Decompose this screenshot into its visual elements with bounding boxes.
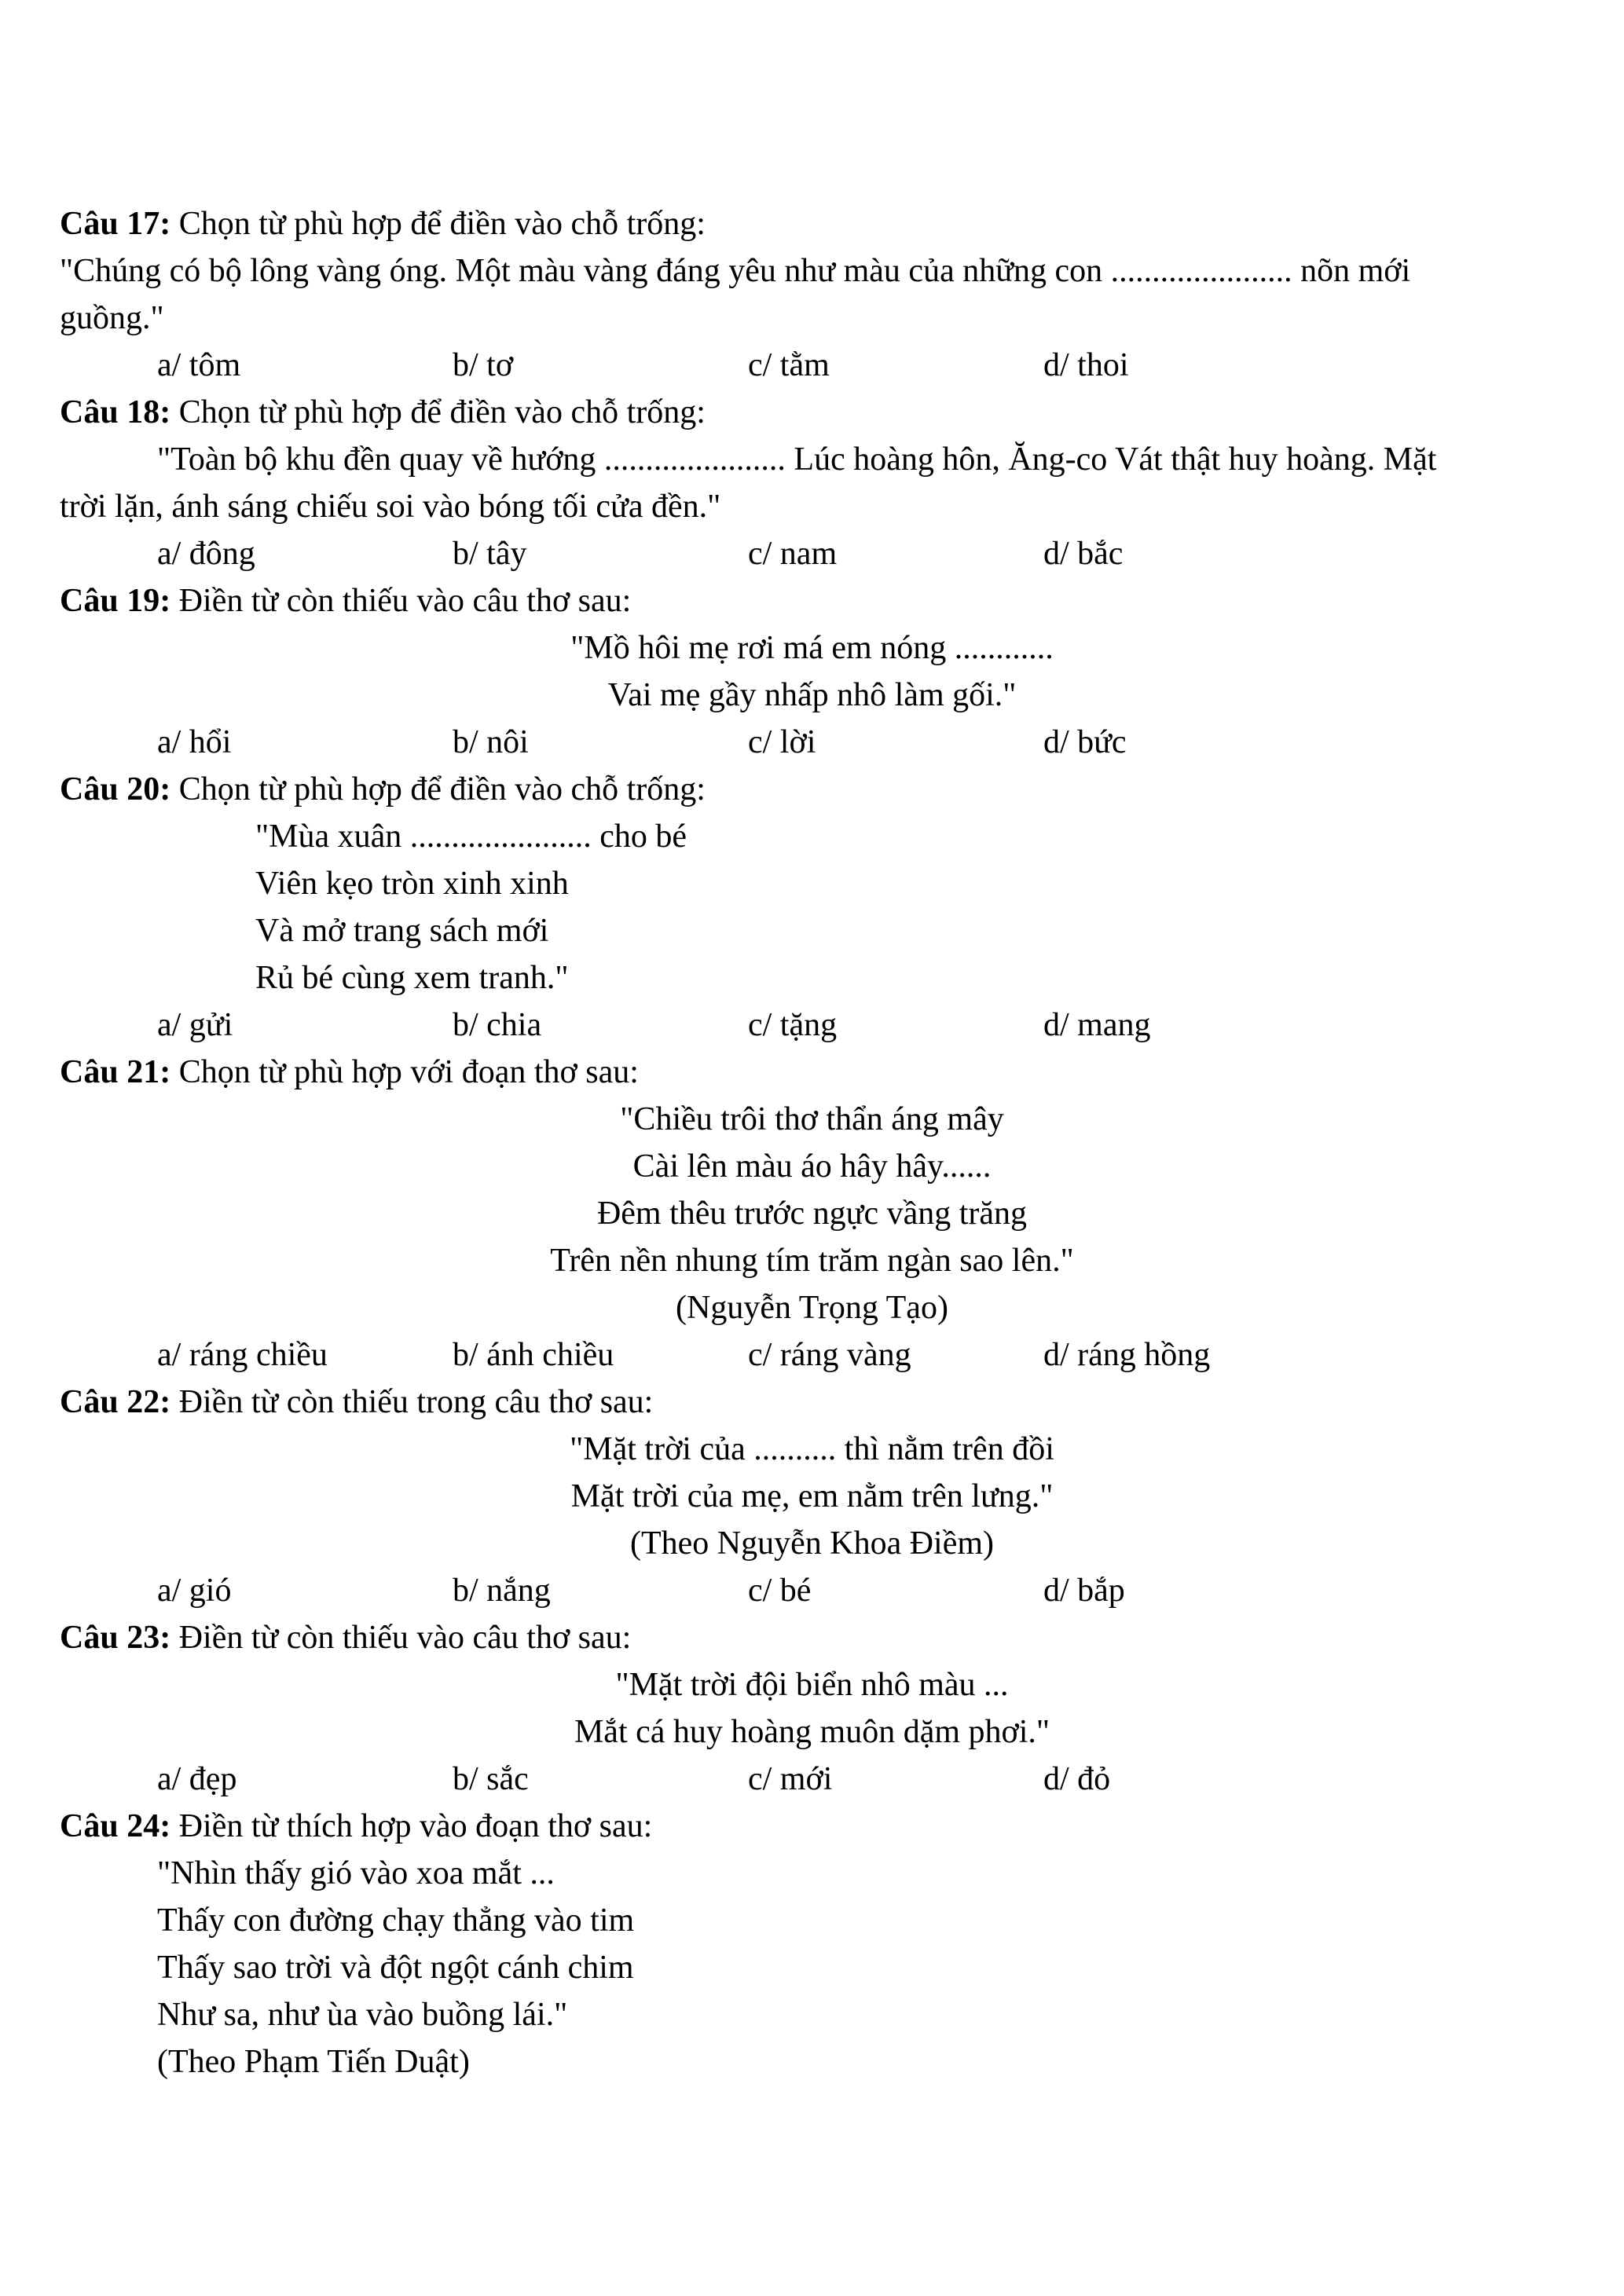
option-d[interactable]: d/ bắp: [1043, 1573, 1125, 1609]
option-a[interactable]: a/ ráng chiều: [157, 1337, 328, 1373]
question-18-options: [60, 530, 1564, 577]
question-20-poem-line-4: Rủ bé cùng xem tranh.": [255, 960, 569, 996]
option-a[interactable]: a/ gửi: [157, 1007, 233, 1043]
question-23-heading: [60, 1614, 1564, 1661]
option-c[interactable]: c/ mới: [748, 1761, 833, 1797]
option-d[interactable]: d/ bắc: [1043, 536, 1124, 572]
question-21-poem-line-1: "Chiều trôi thơ thẩn áng mây: [620, 1101, 1004, 1137]
option-b[interactable]: b/ ánh chiều: [453, 1337, 614, 1373]
option-d[interactable]: d/ ráng hồng: [1043, 1337, 1211, 1373]
question-prompt: Điền từ còn thiếu vào câu thơ sau:: [170, 583, 632, 619]
question-19-poem-line-2: Vai mẹ gầy nhấp nhô làm gối.": [607, 677, 1017, 713]
question-prompt: Chọn từ phù hợp để điền vào chỗ trống:: [170, 771, 706, 807]
question-24-poem-line-2: Thấy con đường chạy thẳng vào tim: [157, 1902, 635, 1939]
question-24-poem-line-4: Như sa, như ùa vào buồng lái.": [157, 1997, 568, 2033]
question-prompt: Chọn từ phù hợp để điền vào chỗ trống:: [170, 394, 706, 430]
question-23-poem-line-1: "Mặt trời đội biển nhô màu ...: [615, 1667, 1009, 1703]
option-a[interactable]: a/ gió: [157, 1573, 232, 1609]
question-21-poem-line-3: Đêm thêu trước ngực vầng trăng: [596, 1196, 1028, 1232]
option-b[interactable]: b/ nắng: [453, 1573, 551, 1609]
question-22-poem-line-1: "Mặt trời của .......... thì nằm trên đồi: [570, 1431, 1054, 1467]
option-a[interactable]: a/ tôm: [157, 347, 241, 383]
question-prompt: Chọn từ phù hợp với đoạn thơ sau:: [170, 1054, 639, 1090]
option-c[interactable]: c/ lời: [748, 724, 816, 760]
question-20-poem-line-2: Viên kẹo tròn xinh xinh: [255, 866, 569, 902]
question-prompt: Điền từ thích hợp vào đoạn thơ sau:: [170, 1808, 653, 1844]
question-21-poem-author: (Nguyễn Trọng Tạo): [676, 1290, 948, 1326]
question-20-options: [60, 1002, 1564, 1049]
question-17-stem-line-1: "Chúng có bộ lông vàng óng. Một màu vàng đáng yêu như màu của những con ...................... nõn mới: [60, 253, 1411, 289]
question-24-heading: [60, 1803, 1564, 1850]
question-18-heading: [60, 389, 1564, 436]
question-18-stem-line-1: "Toàn bộ khu đền quay về hướng ...................... Lúc hoàng hôn, Ăng-co Vát thật huy hoàng. Mặt: [157, 441, 1437, 478]
option-c[interactable]: c/ tặng: [748, 1007, 838, 1043]
option-b[interactable]: b/ tơ: [453, 347, 514, 383]
option-c[interactable]: c/ nam: [748, 536, 838, 572]
question-label: Câu 23:: [60, 1620, 171, 1656]
option-c[interactable]: c/ ráng vàng: [748, 1337, 911, 1373]
option-c[interactable]: c/ tằm: [748, 347, 830, 383]
option-b[interactable]: b/ sắc: [453, 1761, 529, 1797]
option-a[interactable]: a/ đẹp: [157, 1761, 237, 1797]
question-22-poem-author: (Theo Nguyễn Khoa Điềm): [629, 1525, 995, 1562]
question-21-poem-line-4: Trên nền nhung tím trăm ngàn sao lên.": [550, 1243, 1074, 1279]
question-19-options: [60, 719, 1564, 766]
question-label: Câu 21:: [60, 1054, 171, 1090]
option-b[interactable]: b/ tây: [453, 536, 527, 572]
option-d[interactable]: d/ mang: [1043, 1007, 1151, 1043]
option-a[interactable]: a/ đông: [157, 536, 255, 572]
question-22-heading: [60, 1379, 1564, 1426]
question-17-stem-line-2: guồng.": [60, 300, 164, 336]
question-17-options: [60, 342, 1564, 389]
option-d[interactable]: d/ bức: [1043, 724, 1127, 760]
question-label: Câu 18:: [60, 394, 171, 430]
question-19-poem-line-1: "Mồ hôi mẹ rơi má em nóng ............: [570, 630, 1054, 666]
question-24-poem-author: (Theo Phạm Tiến Duật): [157, 2044, 470, 2080]
question-24-poem-line-3: Thấy sao trời và đột ngột cánh chim: [157, 1950, 634, 1986]
question-17-heading: [60, 200, 1564, 247]
question-21-heading: [60, 1049, 1564, 1096]
question-21-options: [60, 1331, 1564, 1379]
option-d[interactable]: d/ đỏ: [1043, 1761, 1111, 1797]
question-22-poem-line-2: Mặt trời của mẹ, em nằm trên lưng.": [570, 1478, 1054, 1514]
question-20-poem-line-3: Và mở trang sách mới: [255, 913, 549, 949]
worksheet-page: [60, 200, 1564, 2085]
option-b[interactable]: b/ chia: [453, 1007, 542, 1043]
option-c[interactable]: c/ bé: [748, 1573, 812, 1609]
question-23-poem-line-2: Mắt cá huy hoàng muôn dặm phơi.": [574, 1714, 1050, 1750]
question-label: Câu 19:: [60, 583, 171, 619]
question-23-options: [60, 1756, 1564, 1803]
question-19-heading: [60, 577, 1564, 624]
question-prompt: Điền từ còn thiếu trong câu thơ sau:: [170, 1384, 654, 1420]
question-18-stem-line-2: trời lặn, ánh sáng chiếu soi vào bóng tối cửa đền.": [60, 489, 721, 525]
question-20-heading: [60, 766, 1564, 813]
question-22-options: [60, 1567, 1564, 1614]
question-label: Câu 20:: [60, 771, 171, 807]
question-label: Câu 22:: [60, 1384, 171, 1420]
option-d[interactable]: d/ thoi: [1043, 347, 1129, 383]
option-b[interactable]: b/ nôi: [453, 724, 529, 760]
question-20-poem-line-1: "Mùa xuân ...................... cho bé: [255, 818, 687, 855]
question-label: Câu 17:: [60, 206, 171, 242]
question-21-poem-line-2: Cài lên màu áo hây hây......: [632, 1148, 992, 1185]
question-label: Câu 24:: [60, 1808, 171, 1844]
question-prompt: Điền từ còn thiếu vào câu thơ sau:: [170, 1620, 632, 1656]
question-24-poem-line-1: "Nhìn thấy gió vào xoa mắt ...: [157, 1855, 555, 1891]
question-prompt: Chọn từ phù hợp để điền vào chỗ trống:: [170, 206, 706, 242]
option-a[interactable]: a/ hổi: [157, 724, 232, 760]
